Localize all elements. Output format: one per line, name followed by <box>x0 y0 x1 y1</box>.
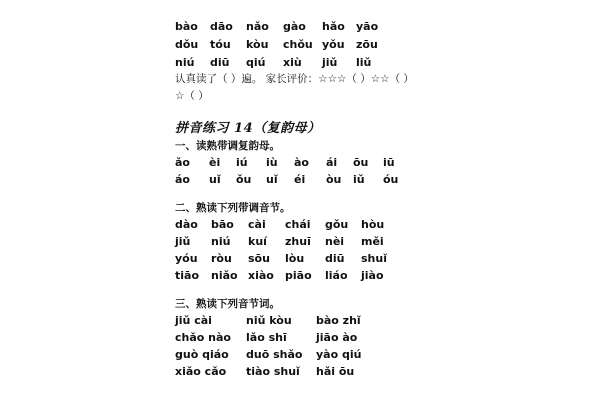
syllable: gào <box>283 20 306 33</box>
vowel: ōu <box>353 156 369 169</box>
syllable: hǎo <box>322 20 345 33</box>
syllable: piāo <box>285 269 312 282</box>
syllable: diū <box>325 252 345 265</box>
vowel: iǔ <box>353 173 365 186</box>
pinyin-word: guò qiáo <box>175 348 229 361</box>
vowel: éi <box>294 173 306 186</box>
syllable: yóu <box>175 252 198 265</box>
vowel: áo <box>175 173 190 186</box>
syllable: jiào <box>361 269 384 282</box>
syllable: lòu <box>285 252 305 265</box>
syllable: jiǔ <box>175 235 191 248</box>
pinyin-word: duō shǎo <box>246 348 303 361</box>
syllable: xiào <box>248 269 274 282</box>
pinyin-word: tiào shuǐ <box>246 365 300 378</box>
syllable: tóu <box>210 38 231 51</box>
vowel: uǐ <box>266 173 278 186</box>
syllable: zōu <box>356 38 378 51</box>
syllable: gǒu <box>325 218 349 231</box>
syllable: niú <box>175 56 195 69</box>
pinyin-word: yào qiú <box>316 348 362 361</box>
syllable: hòu <box>361 218 385 231</box>
syllable: tiāo <box>175 269 200 282</box>
syllable: niǎo <box>211 269 238 282</box>
syllable: zhuī <box>285 235 311 248</box>
syllable: ròu <box>211 252 232 265</box>
syllable: diū <box>210 56 230 69</box>
syllable: xiù <box>283 56 302 69</box>
pinyin-word: jiāo ào <box>316 331 358 344</box>
rating-continuation: ☆（ ） <box>175 90 209 102</box>
vowel: ǎo <box>175 156 190 169</box>
syllable: sōu <box>248 252 270 265</box>
syllable: nǎo <box>246 20 269 33</box>
syllable: yǒu <box>322 38 345 51</box>
syllable: liáo <box>325 269 348 282</box>
syllable: chái <box>285 218 311 231</box>
vowel: ào <box>294 156 309 169</box>
syllable: nèi <box>325 235 345 248</box>
vowel: óu <box>383 173 399 186</box>
syllable: kòu <box>246 38 269 51</box>
section-heading: 三、熟读下列音节词。 <box>175 298 280 310</box>
vowel: iù <box>266 156 278 169</box>
syllable: měi <box>361 235 384 248</box>
syllable: bào <box>175 20 198 33</box>
syllable: dǒu <box>175 38 199 51</box>
section-heading: 一、读熟带调复韵母。 <box>175 140 280 152</box>
pinyin-word: niǔ kòu <box>246 314 292 327</box>
pinyin-word: chǎo nào <box>175 331 231 344</box>
syllable: kuí <box>248 235 267 248</box>
vowel: iū <box>383 156 395 169</box>
vowel: iú <box>236 156 248 169</box>
pinyin-word: xiǎo cǎo <box>175 365 227 378</box>
vowel: òu <box>326 173 342 186</box>
section-heading: 二、熟读下列带调音节。 <box>175 202 291 214</box>
syllable: cài <box>248 218 266 231</box>
vowel: èi <box>209 156 221 169</box>
pinyin-word: bào zhǐ <box>316 314 361 327</box>
pinyin-word: lǎo shī <box>246 331 287 344</box>
syllable: qiú <box>246 56 266 69</box>
syllable: jiǔ <box>322 56 338 69</box>
pinyin-word: hǎi ōu <box>316 365 355 378</box>
exercise-title: 拼音练习 14（复韵母） <box>175 121 321 136</box>
syllable: liǔ <box>356 56 372 69</box>
vowel: ǒu <box>236 173 252 186</box>
syllable: yāo <box>356 20 379 33</box>
pinyin-word: jiǔ cài <box>175 314 212 327</box>
syllable: niú <box>211 235 231 248</box>
syllable: dāo <box>210 20 233 33</box>
vowel: ái <box>326 156 338 169</box>
syllable: bāo <box>211 218 234 231</box>
reading-count-rating: 认真读了（ ）遍。 家长评价：☆☆☆（ ）☆☆（ ） <box>175 73 414 85</box>
vowel: uǐ <box>209 173 221 186</box>
syllable: shuǐ <box>361 252 387 265</box>
syllable: chǒu <box>283 38 313 51</box>
syllable: dào <box>175 218 198 231</box>
